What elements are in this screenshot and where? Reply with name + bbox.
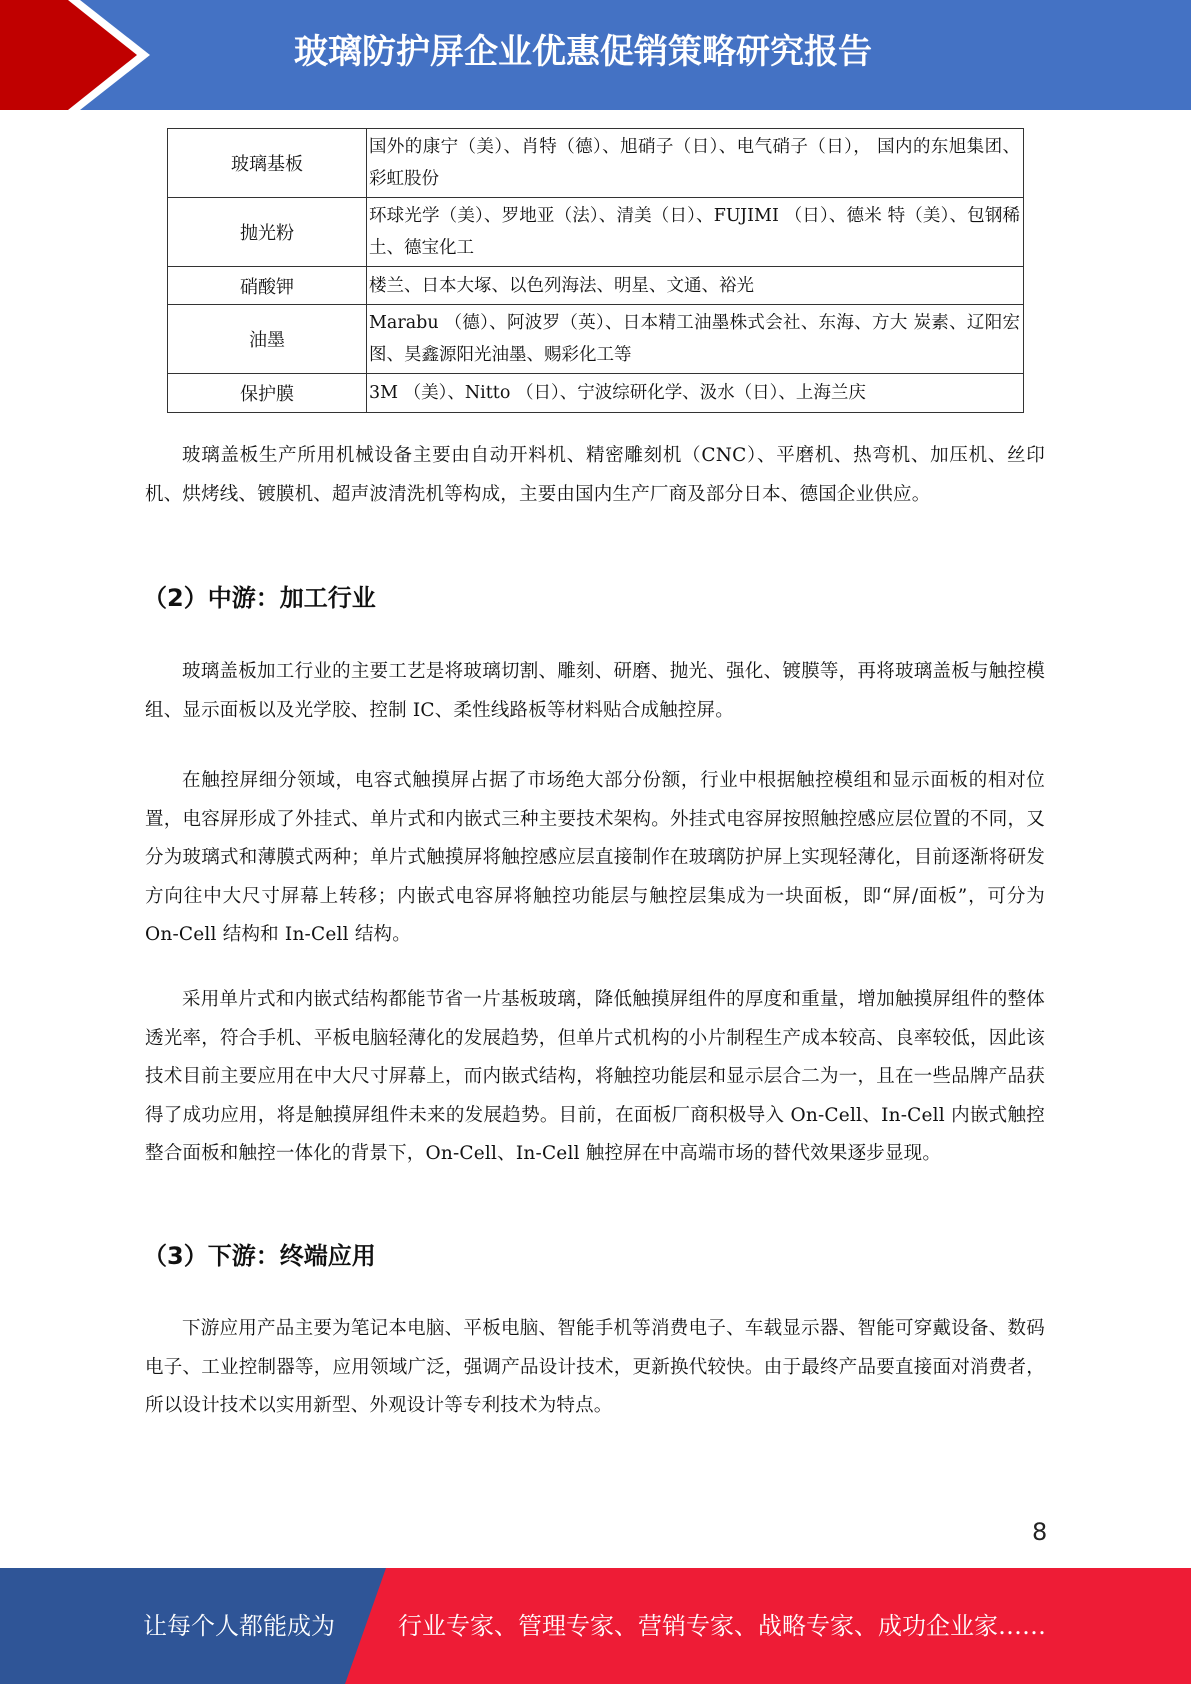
table-cell-category: 保护膜 <box>168 374 367 413</box>
table-row <box>168 305 1024 374</box>
table-cell-suppliers: 国外的康宁（美）、肖特（德）、旭硝子（日）、电气硝子（日）， 国内的东旭集团、彩虹股份 <box>367 129 1024 198</box>
table-cell-suppliers: Marabu （德）、阿波罗（英）、日本精工油墨株式会社、东海、方大 炭素、辽阳宏图、昊鑫源阳光油墨、赐彩化工等 <box>367 305 1024 374</box>
chevron-decoration-icon <box>0 0 160 110</box>
paragraph-block <box>145 653 1045 730</box>
table-cell-suppliers: 环球光学（美）、罗地亚（法）、清美（日）、FUJIMI （日）、德米 特（美）、包钢稀土、德宝化工 <box>367 198 1024 267</box>
supplier-table <box>167 128 1024 413</box>
table-cell-category: 油墨 <box>168 305 367 374</box>
paragraph-equipment: 玻璃盖板生产所用机械设备主要由自动开料机、精密雕刻机（CNC）、平磨机、热弯机、加压机、丝印机、烘烤线、镀膜机、超声波清洗机等构成，主要由国内生产厂商及部分日本、德国企业供应。 <box>145 445 1045 505</box>
table-cell-category: 玻璃基板 <box>168 129 367 198</box>
page-header <box>0 0 1191 110</box>
page-number: 8 <box>1032 1518 1048 1546</box>
table-row <box>168 129 1024 198</box>
paragraph-downstream-1: 下游应用产品主要为笔记本电脑、平板电脑、智能手机等消费电子、车载显示器、智能可穿戴设备、数码电子、工业控制器等，应用领域广泛，强调产品设计技术，更新换代较快。由于最终产品要直接面对消费者，所以设计技术以实用新型、外观设计等专利技术为特点。 <box>145 1318 1045 1416</box>
section-heading-midstream: （2）中游：加工行业 <box>143 584 376 612</box>
paragraph-block <box>145 762 1045 955</box>
table-row <box>168 374 1024 413</box>
paragraph-block <box>145 437 1045 514</box>
section-heading-downstream: （3）下游：终端应用 <box>143 1242 376 1270</box>
table-cell-category: 抛光粉 <box>168 198 367 267</box>
footer-slogan-left: 让每个人都能成为 <box>143 1612 335 1640</box>
paragraph-midstream-2: 在触控屏细分领域，电容式触摸屏占据了市场绝大部分份额，行业中根据触控模组和显示面板的相对位置，电容屏形成了外挂式、单片式和内嵌式三种主要技术架构。外挂式电容屏按照触控感应层位置的不同，又分为玻璃式和薄膜式两种；单片式触摸屏将触控感应层直接制作在玻璃防护屏上实现轻薄化，目前逐渐将研发方向往中大尺寸屏幕上转移；内嵌式电容屏将触控功能层与触控层集成为一块面板，即“屏/面板”，可分为 On-Cell 结构和 In-Cell 结构。 <box>145 770 1045 945</box>
footer-slogan-right: 行业专家、管理专家、营销专家、战略专家、成功企业家…… <box>398 1612 1046 1640</box>
paragraph-midstream-3: 采用单片式和内嵌式结构都能节省一片基板玻璃，降低触摸屏组件的厚度和重量，增加触摸屏组件的整体透光率，符合手机、平板电脑轻薄化的发展趋势，但单片式机构的小片制程生产成本较高、良率较低，因此该技术目前主要应用在中大尺寸屏幕上，而内嵌式结构，将触控功能层和显示层合二为一，且在一些品牌产品获得了成功应用，将是触摸屏组件未来的发展趋势。目前，在面板厂商积极导入 On-Cell、In-Cell 内嵌式触控整合面板和触控一体化的背景下，On-Cell、In-Cell 触控屏在中高端市场的替代效果逐步显现。 <box>145 989 1045 1164</box>
page-footer <box>0 1568 1191 1684</box>
report-title: 玻璃防护屏企业优惠促销策略研究报告 <box>294 32 872 72</box>
paragraph-midstream-1: 玻璃盖板加工行业的主要工艺是将玻璃切割、雕刻、研磨、抛光、强化、镀膜等，再将玻璃盖板与触控模组、显示面板以及光学胶、控制 IC、柔性线路板等材料贴合成触控屏。 <box>145 661 1045 721</box>
paragraph-block <box>145 1310 1045 1426</box>
paragraph-block <box>145 981 1045 1174</box>
table-cell-suppliers: 楼兰、日本大塚、以色列海法、明星、文通、裕光 <box>367 267 1024 305</box>
table-row <box>168 267 1024 305</box>
table-row <box>168 198 1024 267</box>
table-cell-suppliers: 3M （美）、Nitto （日）、宁波综研化学、汲水（日）、上海兰庆 <box>367 374 1024 413</box>
table-cell-category: 硝酸钾 <box>168 267 367 305</box>
